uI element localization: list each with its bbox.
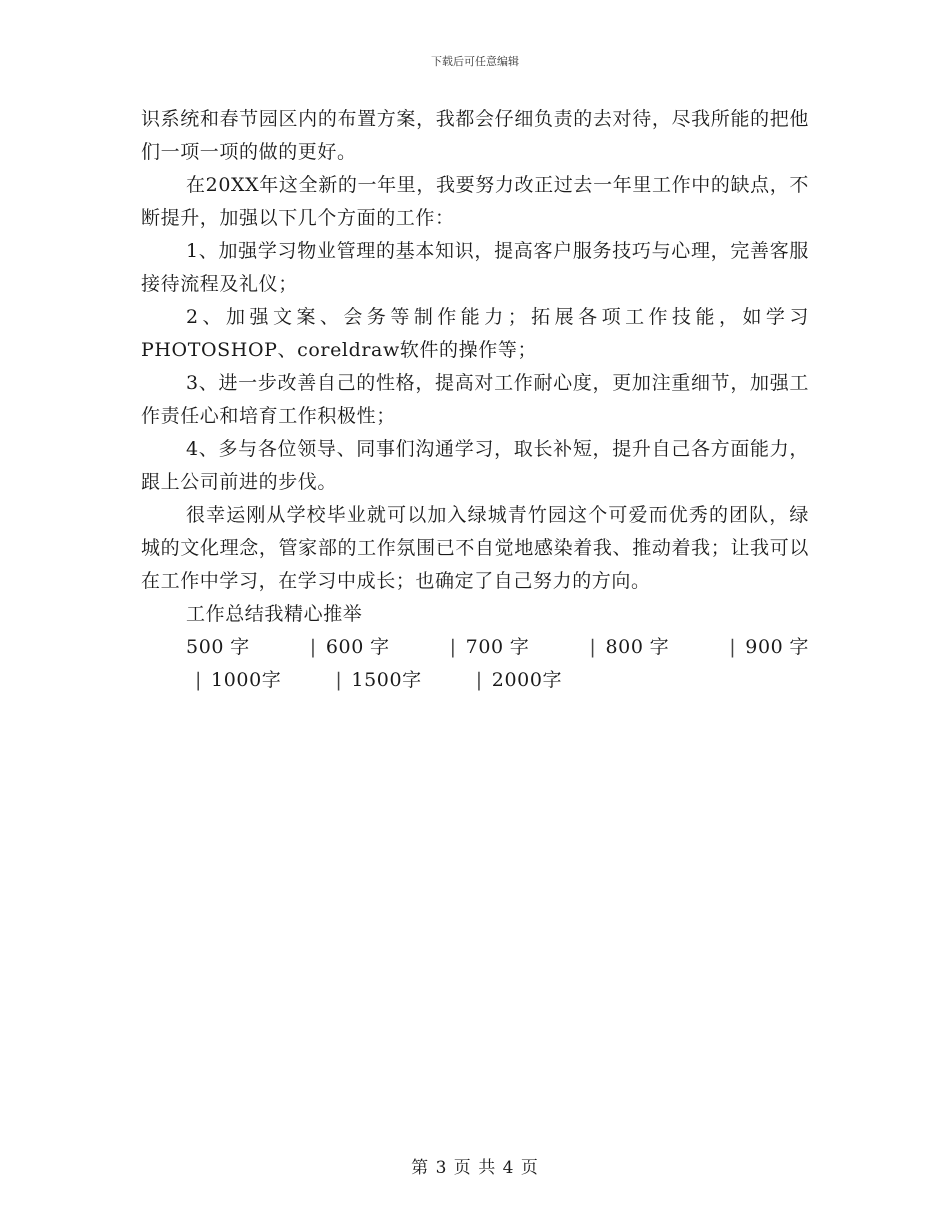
link-separator: | bbox=[195, 669, 203, 691]
link-separator: | bbox=[335, 669, 343, 691]
link-1500[interactable]: 1500字 bbox=[351, 669, 422, 691]
link-separator: | bbox=[475, 669, 483, 691]
recommend-links bbox=[141, 631, 809, 697]
paragraph-intro: 在20XX年这全新的一年里，我要努力改正过去一年里工作中的缺点，不断提升，加强以下几个方面的工作： bbox=[141, 174, 809, 229]
link-separator: | bbox=[729, 636, 737, 658]
page-footer: 第 3 页 共 4 页 bbox=[411, 1158, 539, 1178]
link-2000[interactable]: 2000字 bbox=[491, 669, 563, 691]
paragraph-continuation: 识系统和春节园区内的布置方案，我都会仔细负责的去对待，尽我所能的把他们一项一项的做的更好。 bbox=[141, 108, 809, 163]
link-600[interactable]: 600字 bbox=[325, 636, 396, 658]
link-900[interactable]: 900字 bbox=[745, 636, 809, 658]
page-header: 下载后可任意编辑 bbox=[431, 55, 519, 68]
paragraph-item-2: 2、加强文案、会务等制作能力；拓展各项工作技能，如学习PHOTOSHOP、coreldraw软件的操作等； bbox=[141, 306, 809, 361]
document-body bbox=[141, 103, 809, 697]
recommend-heading: 工作总结我精心推举 bbox=[186, 603, 363, 625]
link-1000[interactable]: 1000字 bbox=[211, 669, 282, 691]
paragraph-item-1: 1、加强学习物业管理的基本知识，提高客户服务技巧与心理，完善客服接待流程及礼仪； bbox=[141, 240, 809, 295]
link-separator: | bbox=[449, 636, 457, 658]
link-700[interactable]: 700字 bbox=[465, 636, 536, 658]
paragraph-item-4: 4、多与各位领导、同事们沟通学习，取长补短，提升自己各方面能力，跟上公司前进的步伐。 bbox=[141, 438, 809, 493]
link-800[interactable]: 800字 bbox=[605, 636, 676, 658]
link-500[interactable]: 500字 bbox=[186, 636, 256, 658]
link-separator: | bbox=[589, 636, 597, 658]
link-separator: | bbox=[309, 636, 317, 658]
paragraph-closing: 很幸运刚从学校毕业就可以加入绿城青竹园这个可爱而优秀的团队，绿城的文化理念，管家部的工作氛围已不自觉地感染着我、推动着我；让我可以在工作中学习，在学习中成长；也确定了自己努力的方向。 bbox=[141, 504, 809, 592]
paragraph-item-3: 3、进一步改善自己的性格，提高对工作耐心度，更加注重细节，加强工作责任心和培育工作积极性； bbox=[141, 372, 809, 427]
